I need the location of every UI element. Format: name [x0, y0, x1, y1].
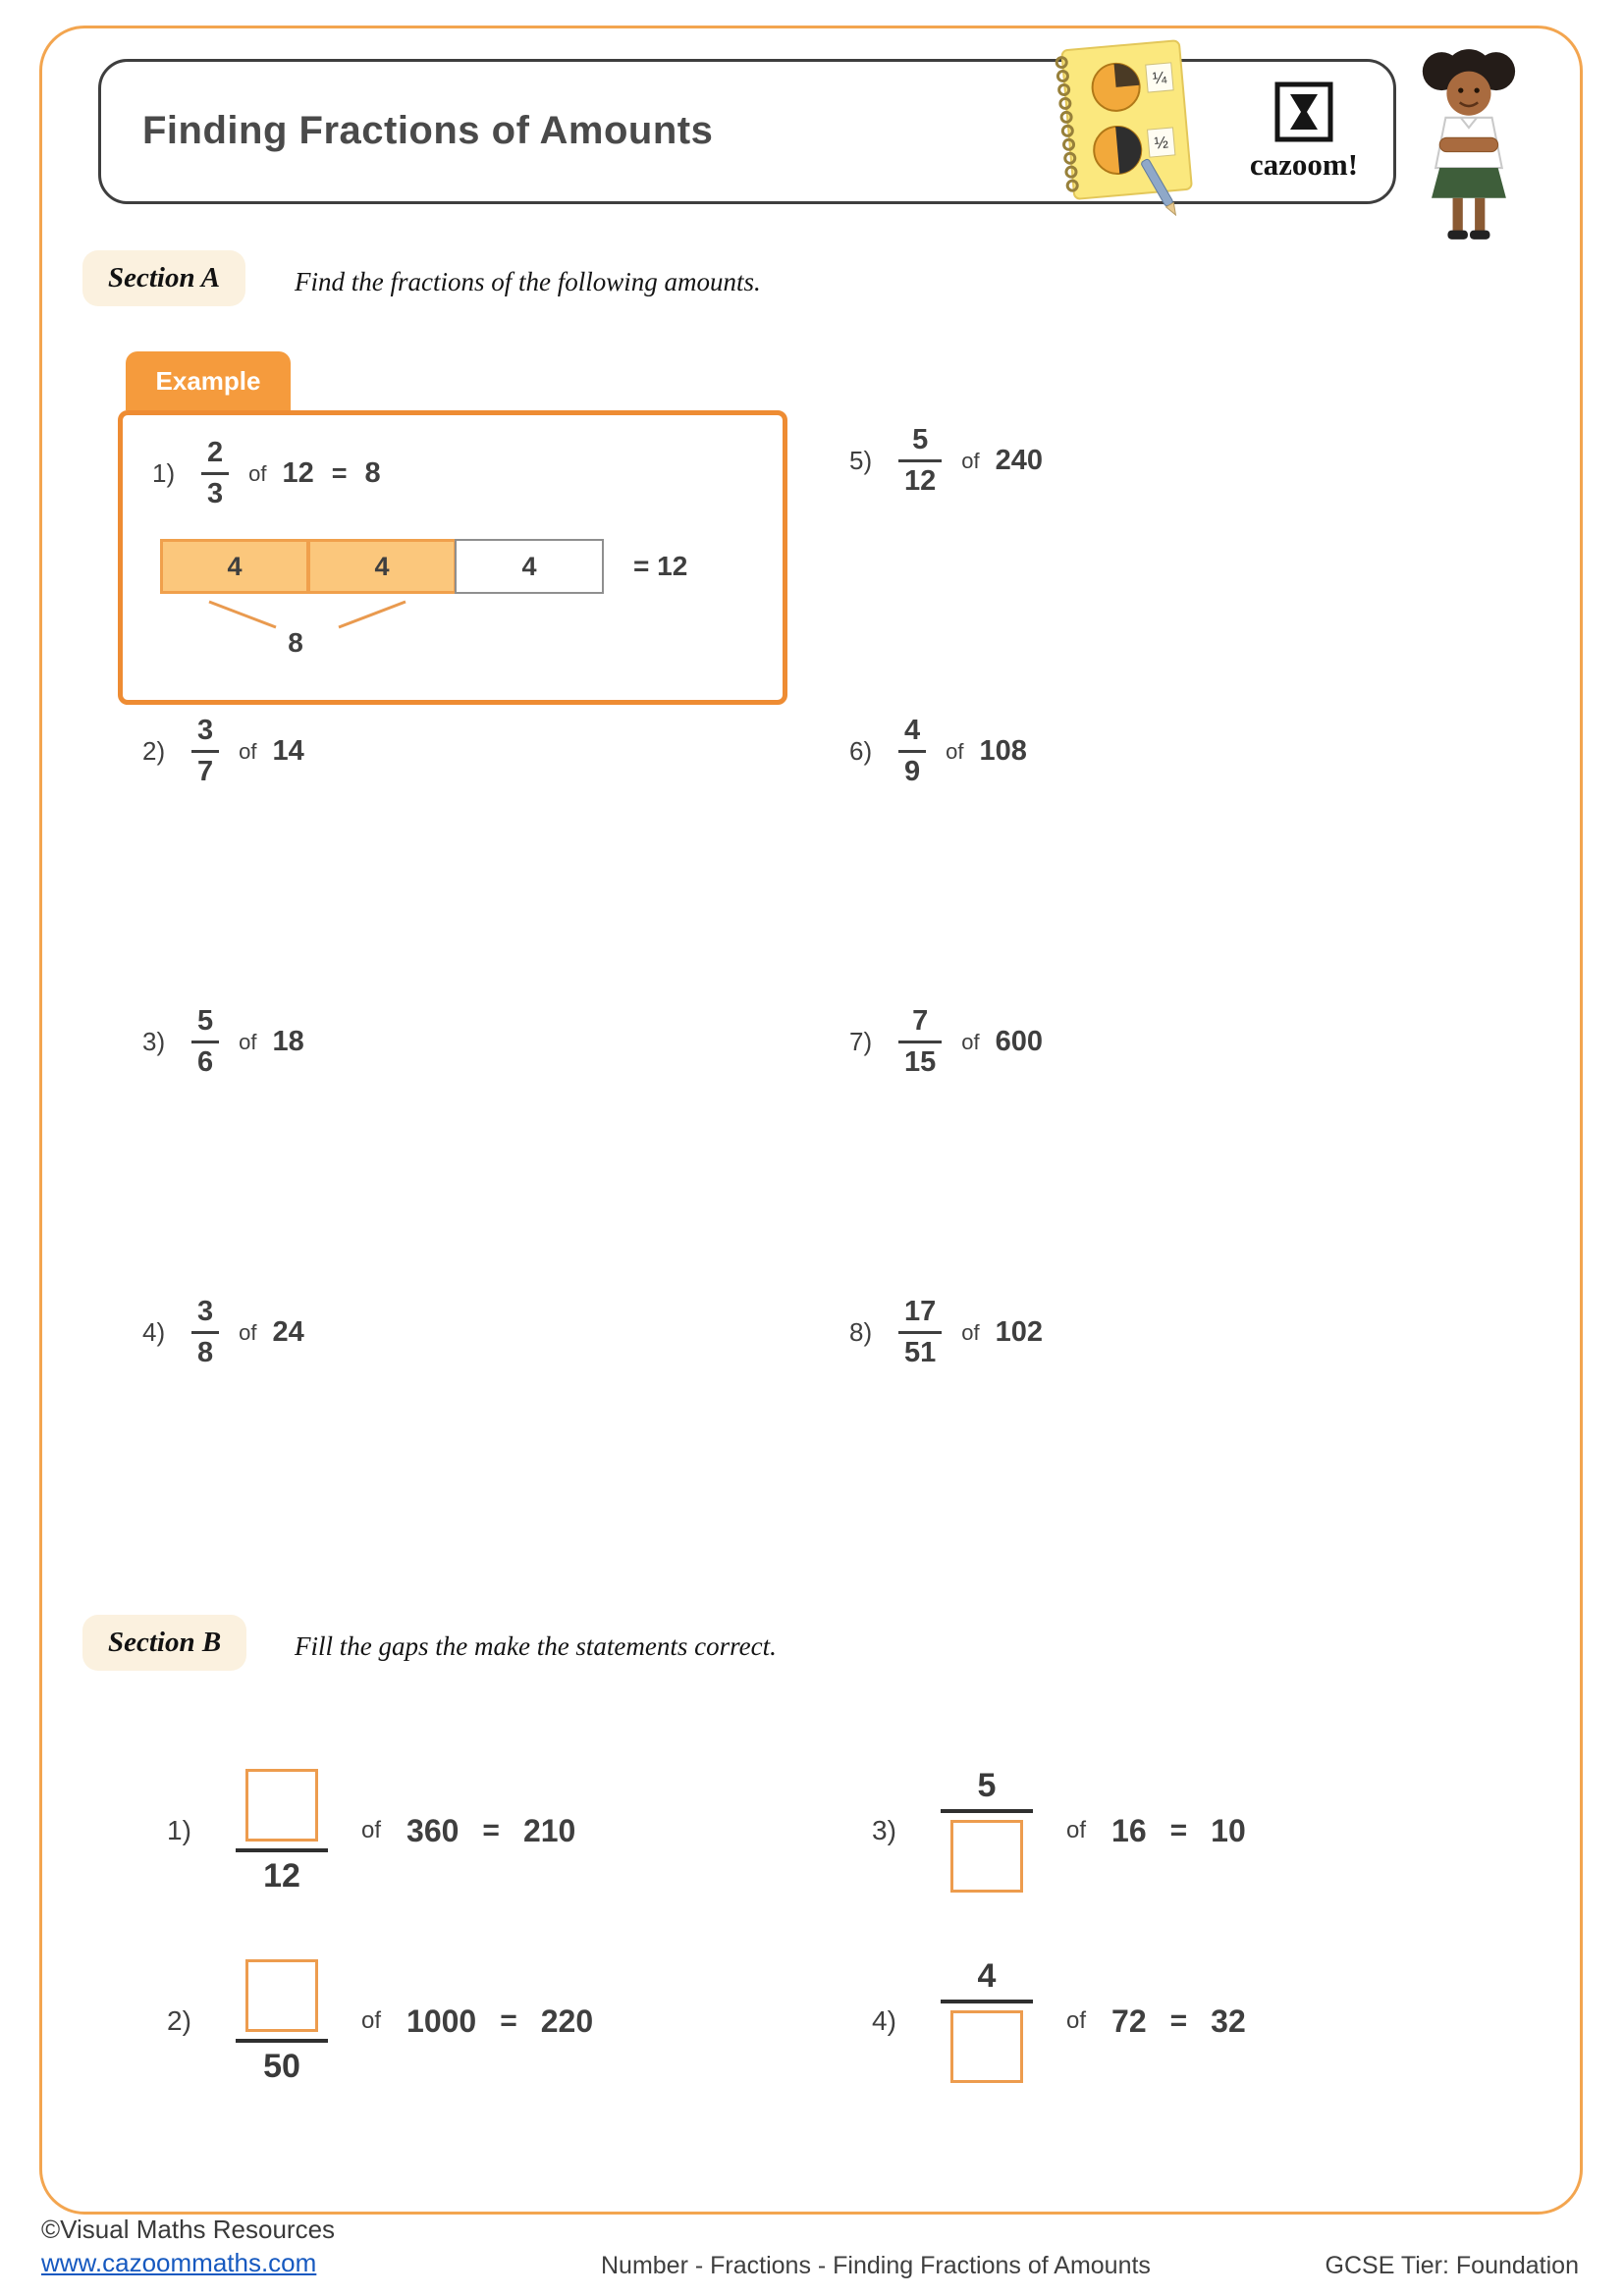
of-label: of — [1066, 2007, 1087, 2034]
question-row — [872, 1769, 1246, 1893]
fraction-numerator: 5 — [197, 1005, 214, 1037]
fraction-bar — [941, 2000, 1033, 2003]
amount: 18 — [272, 1026, 304, 1058]
answer-box — [950, 1820, 1023, 1893]
fraction-denominator: 3 — [201, 472, 229, 510]
example-question — [152, 437, 381, 511]
fraction-numerator: 5 — [912, 424, 929, 455]
question-row — [849, 715, 1027, 789]
answer-box — [245, 1769, 318, 1842]
question-row — [849, 1296, 1043, 1370]
fraction-numerator: 3 — [197, 1296, 214, 1327]
amount: 14 — [272, 735, 304, 768]
question-row — [142, 715, 304, 789]
amount: 72 — [1111, 2002, 1147, 2039]
section-a-instruction: Find the fractions of the following amounts. — [295, 267, 761, 296]
bar-total: = 12 — [633, 551, 688, 581]
fraction-denominator: 8 — [191, 1331, 219, 1369]
footer-url-link[interactable]: www.cazoommaths.com — [41, 2248, 317, 2277]
fraction — [191, 1296, 219, 1370]
footer-center-text: Number - Fractions - Finding Fractions of Amounts — [601, 2252, 1151, 2279]
result: 10 — [1211, 1812, 1246, 1848]
of-label: of — [1066, 1817, 1087, 1843]
fraction-with-blank — [941, 1769, 1033, 1893]
notepad-icon — [1029, 33, 1225, 221]
fraction — [898, 1005, 942, 1080]
question-number: 6) — [849, 736, 873, 767]
fraction-bar — [236, 1848, 328, 1852]
section-a-label: Section A — [82, 250, 245, 306]
question-number: 4) — [142, 1317, 166, 1348]
fraction-numerator: 5 — [977, 1767, 997, 1804]
question-number: 7) — [849, 1027, 873, 1057]
fraction-denominator: 51 — [898, 1331, 942, 1369]
question-number: 4) — [872, 2005, 896, 2036]
fraction-bar — [236, 2039, 328, 2043]
equals-sign: = — [331, 458, 348, 489]
question-row — [849, 1005, 1043, 1080]
example-tab: Example — [126, 351, 291, 410]
of-label: of — [961, 1029, 980, 1054]
fraction-denominator: 12 — [898, 459, 942, 498]
of-label: of — [946, 738, 964, 764]
fraction-denominator: 6 — [191, 1041, 219, 1079]
bar-cell: 4 — [455, 539, 604, 594]
question-number: 2) — [142, 736, 166, 767]
result: 32 — [1211, 2002, 1246, 2039]
equals-sign: = — [1169, 1814, 1188, 1846]
notepad-fraction-top: ¼ — [1152, 68, 1167, 88]
fraction-with-blank — [941, 1959, 1033, 2083]
amount: 108 — [979, 735, 1027, 768]
of-label: of — [361, 1817, 382, 1843]
amount: 16 — [1111, 1812, 1147, 1848]
fraction-denominator: 15 — [898, 1041, 942, 1079]
amount: 240 — [995, 445, 1044, 477]
page-title: Finding Fractions of Amounts — [142, 109, 714, 152]
answer-box — [950, 2010, 1023, 2083]
fraction-numerator: 3 — [197, 715, 214, 746]
amount: 600 — [995, 1026, 1044, 1058]
question-row — [167, 1959, 593, 2083]
footer-copyright: ©Visual Maths Resources — [41, 2215, 336, 2244]
of-label: of — [239, 1029, 257, 1054]
result: 220 — [540, 2002, 594, 2039]
of-label: of — [361, 2007, 382, 2034]
example-box — [118, 410, 787, 705]
answer-box — [245, 1959, 318, 2032]
result: 8 — [364, 457, 381, 490]
equals-sign: = — [1169, 2004, 1188, 2037]
question-row — [849, 424, 1043, 499]
fraction-with-blank — [236, 1769, 328, 1893]
amount: 102 — [995, 1316, 1044, 1349]
notepad-fraction-bottom: ½ — [1153, 133, 1169, 153]
fraction-numerator: 4 — [904, 715, 921, 746]
fraction-denominator: 50 — [263, 2048, 300, 2085]
student-character-illustration — [1402, 45, 1540, 251]
fraction-numerator: 7 — [912, 1005, 929, 1037]
question-number: 5) — [849, 446, 873, 476]
amount: 24 — [272, 1316, 304, 1349]
fraction — [201, 437, 229, 511]
fraction-bar — [941, 1809, 1033, 1813]
of-label: of — [239, 1319, 257, 1345]
amount: 360 — [406, 1812, 460, 1848]
equals-sign: = — [482, 1814, 500, 1846]
question-number: 8) — [849, 1317, 873, 1348]
question-number: 1) — [152, 458, 176, 489]
question-number: 1) — [167, 1815, 191, 1845]
question-number: 3) — [142, 1027, 166, 1057]
footer-tier-text: GCSE Tier: Foundation — [1325, 2252, 1579, 2279]
amount: 1000 — [406, 2002, 477, 2039]
bar-brace-sum: 8 — [288, 627, 303, 658]
section-b-instruction: Fill the gaps the make the statements correct. — [295, 1631, 777, 1661]
fraction-numerator: 2 — [207, 437, 224, 468]
fraction — [191, 715, 219, 789]
question-row — [142, 1296, 304, 1370]
question-number: 3) — [872, 1815, 896, 1845]
question-row — [167, 1769, 575, 1893]
fraction-denominator: 7 — [191, 750, 219, 788]
fraction-with-blank — [236, 1959, 328, 2083]
fraction — [898, 715, 926, 789]
question-number: 2) — [167, 2005, 191, 2036]
bar-model — [160, 539, 687, 594]
fraction-denominator: 12 — [263, 1857, 300, 1895]
fraction — [898, 1296, 942, 1370]
amount: 12 — [282, 457, 314, 490]
result: 210 — [522, 1812, 576, 1848]
equals-sign: = — [500, 2004, 517, 2037]
bar-cell: 4 — [160, 539, 309, 594]
cazoom-logo-icon — [1270, 80, 1338, 143]
fraction-denominator: 9 — [898, 750, 926, 788]
fraction — [191, 1005, 219, 1080]
fraction — [898, 424, 942, 499]
bar-cell: 4 — [307, 539, 457, 594]
cazoom-logo — [1225, 80, 1382, 183]
question-row — [872, 1959, 1246, 2083]
fraction-numerator: 17 — [904, 1296, 937, 1327]
cazoom-logo-text: cazoom! — [1249, 147, 1359, 182]
of-label: of — [239, 738, 257, 764]
of-label: of — [961, 1319, 980, 1345]
question-row — [142, 1005, 304, 1080]
fraction-numerator: 4 — [977, 1957, 997, 1995]
of-label: of — [248, 460, 267, 486]
of-label: of — [961, 448, 980, 473]
section-b-label: Section B — [82, 1615, 246, 1671]
